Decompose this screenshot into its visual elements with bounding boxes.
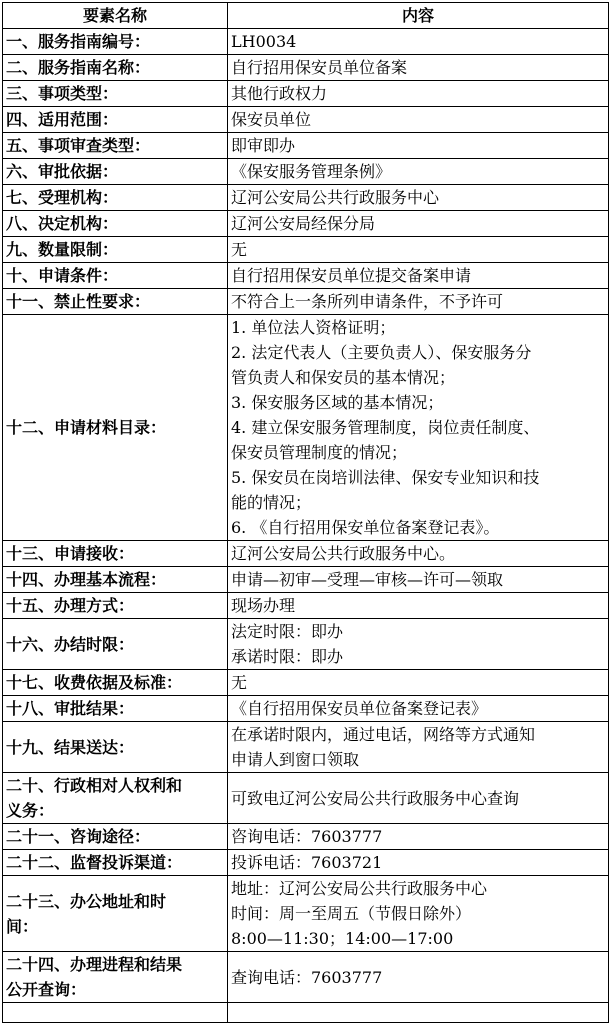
table-row bbox=[3, 289, 609, 315]
content-cell bbox=[228, 567, 609, 593]
table-row bbox=[3, 773, 609, 824]
content-line: 管负责人和保安员的基本情况； bbox=[231, 368, 456, 387]
element-name-line: 公开查询： bbox=[6, 980, 87, 999]
element-name-label: 十九、结果送达： bbox=[6, 737, 135, 757]
table-row bbox=[3, 824, 609, 850]
content-line: 辽河公安局公共行政服务中心。 bbox=[231, 544, 456, 563]
content-line: 辽河公安局经保分局 bbox=[231, 214, 376, 233]
element-name-cell bbox=[3, 670, 228, 696]
content-line: 现场办理 bbox=[231, 596, 296, 615]
content-line: 4. 建立保安服务管理制度，岗位责任制度、 bbox=[231, 418, 540, 437]
content-line: 时间：周一至周五（节假日除外） bbox=[231, 904, 472, 923]
element-name-label: 十二、申请材料目录： bbox=[6, 418, 167, 437]
content-cell bbox=[228, 1003, 609, 1023]
content-cell bbox=[228, 541, 609, 567]
element-name-label: 七、受理机构： bbox=[6, 188, 119, 207]
element-name-label: 六、审批依据： bbox=[6, 162, 119, 181]
content-line: 即审即办 bbox=[231, 136, 296, 155]
table-row bbox=[3, 107, 609, 133]
content-line: 申请—初审—受理—审核—许可—领取 bbox=[231, 570, 504, 589]
element-name-cell bbox=[3, 722, 228, 773]
content-line: 法定时限：即办 bbox=[231, 622, 344, 641]
element-name-label: 三、事项类型： bbox=[6, 84, 119, 103]
element-name-line: 二十、行政相对人权利和 bbox=[6, 776, 183, 795]
content-cell bbox=[228, 133, 609, 159]
content-line: LH0034 bbox=[231, 32, 297, 51]
content-line: 查询电话：7603777 bbox=[231, 967, 383, 987]
content-cell bbox=[228, 722, 609, 773]
element-name-cell bbox=[3, 159, 228, 185]
table-row bbox=[3, 850, 609, 876]
content-line: 地址：辽河公安局公共行政服务中心 bbox=[231, 879, 488, 898]
content-line: 其他行政权力 bbox=[231, 84, 328, 103]
content-cell bbox=[228, 185, 609, 211]
content-cell bbox=[228, 29, 609, 55]
table-row bbox=[3, 876, 609, 952]
table-body bbox=[3, 29, 609, 1023]
content-line: 承诺时限：即办 bbox=[231, 647, 344, 666]
element-name-label: 九、数量限制： bbox=[6, 240, 119, 259]
content-cell bbox=[228, 81, 609, 107]
element-name-label: 十七、收费依据及标准： bbox=[6, 673, 183, 692]
content-line: 《自行招用保安员单位备案登记表》 bbox=[231, 699, 488, 718]
content-cell bbox=[228, 263, 609, 289]
content-line: 1. 单位法人资格证明； bbox=[231, 318, 396, 337]
element-name-cell bbox=[3, 107, 228, 133]
content-line: 2. 法定代表人（主要负责人）、保安服务分 bbox=[231, 343, 532, 362]
element-name-cell bbox=[3, 773, 228, 824]
content-cell bbox=[228, 876, 609, 952]
element-name-label: 二十二、监督投诉渠道： bbox=[6, 853, 183, 872]
element-name-cell bbox=[3, 263, 228, 289]
table-row bbox=[3, 159, 609, 185]
content-line: 可致电辽河公安局公共行政服务中心查询 bbox=[231, 788, 520, 808]
content-cell bbox=[228, 850, 609, 876]
content-cell bbox=[228, 55, 609, 81]
content-cell bbox=[228, 670, 609, 696]
element-name-cell bbox=[3, 567, 228, 593]
table-row bbox=[3, 670, 609, 696]
content-line: 申请人到窗口领取 bbox=[231, 750, 360, 769]
table-row bbox=[3, 185, 609, 211]
content-line: 不符合上一条所列申请条件，不予许可 bbox=[231, 292, 504, 311]
table-row bbox=[3, 263, 609, 289]
element-name-cell bbox=[3, 81, 228, 107]
table-row bbox=[3, 722, 609, 773]
element-name-cell bbox=[3, 850, 228, 876]
content-cell bbox=[228, 211, 609, 237]
element-name-label: 八、决定机构： bbox=[6, 214, 119, 233]
element-name-cell bbox=[3, 541, 228, 567]
element-name-line: 二十三、办公地址和时 bbox=[6, 891, 167, 911]
content-line: 在承诺时限内，通过电话，网络等方式通知 bbox=[231, 725, 536, 744]
element-name-line: 二十四、办理进程和结果 bbox=[6, 955, 183, 974]
content-line: 8:00—11:30；14:00—17:00 bbox=[231, 929, 454, 948]
element-name-label: 十八、审批结果： bbox=[6, 699, 135, 718]
element-name-cell bbox=[3, 133, 228, 159]
content-line: 6. 《自行招用保安单位备案登记表》。 bbox=[231, 518, 500, 537]
element-name-label: 五、事项审查类型： bbox=[6, 136, 151, 155]
content-line: 保安员管理制度的情况； bbox=[231, 443, 408, 462]
content-line: 自行招用保安员单位提交备案申请 bbox=[231, 266, 472, 285]
table-row bbox=[3, 952, 609, 1003]
content-cell bbox=[228, 593, 609, 619]
table-header-row bbox=[3, 3, 609, 29]
service-guide-table bbox=[2, 2, 609, 1023]
table-row bbox=[3, 29, 609, 55]
element-name-label: 十三、申请接收： bbox=[6, 544, 135, 563]
content-line: 能的情况； bbox=[231, 493, 312, 512]
table-row bbox=[3, 593, 609, 619]
content-cell bbox=[228, 159, 609, 185]
element-name-cell bbox=[3, 55, 228, 81]
element-name-cell bbox=[3, 952, 228, 1003]
element-name-cell bbox=[3, 619, 228, 670]
table-row bbox=[3, 237, 609, 263]
content-line: 投诉电话：7603721 bbox=[231, 853, 383, 872]
content-line: 自行招用保安员单位备案 bbox=[231, 58, 408, 77]
element-name-label: 一、服务指南编号： bbox=[6, 32, 151, 51]
content-cell bbox=[228, 696, 609, 722]
element-name-line: 义务： bbox=[6, 801, 55, 820]
table-row bbox=[3, 541, 609, 567]
element-name-cell bbox=[3, 696, 228, 722]
element-name-label: 十一、禁止性要求： bbox=[6, 292, 151, 311]
element-name-label: 十五、办理方式： bbox=[6, 596, 135, 615]
element-name-cell bbox=[3, 185, 228, 211]
content-cell bbox=[228, 773, 609, 824]
content-line: 5. 保安员在岗培训法律、保安专业知识和技 bbox=[231, 468, 540, 487]
element-name-cell bbox=[3, 237, 228, 263]
table-row bbox=[3, 81, 609, 107]
content-cell bbox=[228, 952, 609, 1003]
content-line: 无 bbox=[231, 240, 248, 259]
element-name-cell bbox=[3, 824, 228, 850]
table-row bbox=[3, 1003, 609, 1023]
element-name-cell bbox=[3, 1003, 228, 1023]
header-element-name: 要素名称 bbox=[3, 3, 228, 29]
content-line: 3. 保安服务区域的基本情况； bbox=[231, 393, 444, 412]
table-row bbox=[3, 55, 609, 81]
content-cell bbox=[228, 107, 609, 133]
table-row bbox=[3, 133, 609, 159]
table-row bbox=[3, 315, 609, 541]
table-row bbox=[3, 211, 609, 237]
element-name-cell bbox=[3, 289, 228, 315]
element-name-cell bbox=[3, 593, 228, 619]
element-name-label: 十四、办理基本流程： bbox=[6, 570, 167, 589]
element-name-label: 十六、办结时限： bbox=[6, 634, 135, 654]
table-row bbox=[3, 619, 609, 670]
element-name-label: 二十一、咨询途径： bbox=[6, 827, 151, 846]
header-content: 内容 bbox=[228, 3, 609, 29]
content-cell bbox=[228, 824, 609, 850]
element-name-cell bbox=[3, 876, 228, 952]
content-line: 辽河公安局公共行政服务中心 bbox=[231, 188, 440, 207]
content-line: 《保安服务管理条例》 bbox=[231, 162, 392, 181]
element-name-label: 二、服务指南名称： bbox=[6, 58, 151, 77]
content-cell bbox=[228, 619, 609, 670]
table-row bbox=[3, 696, 609, 722]
element-name-line: 间： bbox=[6, 916, 39, 936]
element-name-label: 四、适用范围： bbox=[6, 110, 119, 129]
content-cell bbox=[228, 289, 609, 315]
content-line: 保安员单位 bbox=[231, 110, 312, 129]
element-name-cell bbox=[3, 211, 228, 237]
content-line: 咨询电话：7603777 bbox=[231, 827, 383, 846]
content-cell bbox=[228, 315, 609, 541]
element-name-cell bbox=[3, 29, 228, 55]
content-cell bbox=[228, 237, 609, 263]
element-name-label: 十、申请条件： bbox=[6, 266, 119, 285]
content-line: 无 bbox=[231, 673, 248, 692]
table-row bbox=[3, 567, 609, 593]
element-name-cell bbox=[3, 315, 228, 541]
